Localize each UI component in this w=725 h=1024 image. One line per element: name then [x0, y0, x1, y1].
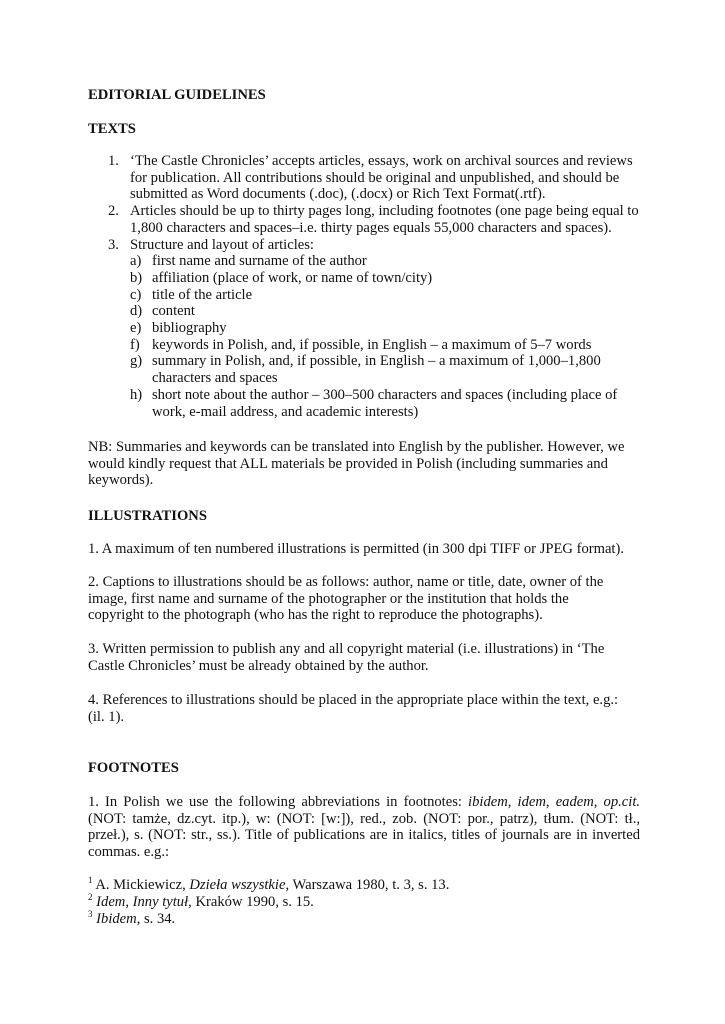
sublist-item	[130, 253, 640, 270]
sublist-letter: c)	[130, 286, 142, 303]
list-item	[108, 236, 640, 421]
list-item-text: Articles should be up to thirty pages long, including footnotes (one page being equal to 1,800 characters and spaces–i.e. thirty pages equals 55,000 characters and spaces).	[130, 203, 639, 236]
abbr-idem: idem	[517, 794, 546, 810]
texts-list	[108, 153, 640, 420]
sublist-item	[130, 270, 640, 287]
footnote-example-2: $^2$ Idem, Inny tytuł, Kraków 1990, s. 15.	[88, 892, 314, 910]
list-item-text: ‘The Castle Chronicles’ accepts articles, essays, work on archival sources and reviews for publication. All contributions should be original and unpublished, and should be submitted as Word documents (.doc), (.docx) or Rich Text Format(.rtf).	[130, 153, 633, 203]
sublist-letter: h)	[130, 386, 143, 403]
list-number: 2.	[108, 203, 119, 220]
sublist-item	[130, 337, 640, 354]
sublist-letter: g)	[130, 353, 143, 370]
footnote-example-3: $^3$ Ibidem, s. 34.	[88, 909, 176, 927]
nb-note: NB: Summaries and keywords can be translated into English by the publisher. However, we would kindly request that ALL materials be provided in Polish (including summaries and keywords).	[88, 439, 625, 489]
footnote-number: 2	[88, 892, 93, 902]
footnote-number: 3	[88, 909, 93, 919]
footnotes-paragraph-1: 1. In Polish we use the following abbreviations in footnotes: ibidem, idem, eadem, op.cit. (NOT: tamże, dz.cyt. itp.), w: (NOT: [w:]), red., zob. (NOT: por., patrz), tłum. (NOT: tł., przeł.), s. (NOT: str., ss.). Title of publications are in italics, titles of journals are in inverted commas. e.g.:	[88, 794, 641, 861]
structure-sublist	[130, 253, 640, 420]
sublist-text: bibliography	[152, 320, 227, 337]
sublist-item	[130, 303, 640, 320]
list-item-text: Structure and layout of articles:	[130, 236, 314, 253]
sublist-text: summary in Polish, and, if possible, in English – a maximum of 1,000–1,800 characters and spaces	[152, 353, 601, 387]
illustrations-heading: ILLUSTRATIONS	[88, 508, 207, 524]
illustrations-paragraph-2: 2. Captions to illustrations should be as follows: author, name or title, date, owner of the image, first name and surname of the photographer or the institution that holds the copyright to the photograph (who has the right to reproduce the photographs).	[88, 574, 604, 624]
sublist-text: title of the article	[152, 286, 253, 303]
sublist-item	[130, 387, 640, 420]
sublist-letter: a)	[130, 253, 142, 270]
sublist-item	[130, 353, 640, 386]
abbr-opcit: op.cit.	[603, 794, 641, 810]
abbr-eadem: eadem	[555, 794, 594, 810]
sublist-text: first name and surname of the author	[152, 253, 367, 270]
document-title: EDITORIAL GUIDELINES	[88, 87, 266, 103]
sublist-text: short note about the author – 300–500 characters and spaces (including place of work, e-mail address, and academic interests)	[152, 386, 618, 420]
sublist-text: content	[152, 303, 195, 320]
illustrations-paragraph-1: 1. A maximum of ten numbered illustrations is permitted (in 300 dpi TIFF or JPEG format).	[88, 541, 624, 557]
sublist-letter: b)	[130, 269, 143, 286]
sublist-item	[130, 287, 640, 304]
sublist-text: affiliation (place of work, or name of town/city)	[152, 269, 433, 286]
sublist-letter: e)	[130, 320, 142, 337]
texts-heading: TEXTS	[88, 121, 136, 137]
footnote-number: 1	[88, 875, 93, 885]
illustrations-paragraph-3: 3. Written permission to publish any and all copyright material (i.e. illustrations) in ‘The Castle Chronicles’ must be already obtained by the author.	[88, 641, 605, 674]
sublist-letter: d)	[130, 303, 143, 320]
illustrations-paragraph-4: 4. References to illustrations should be placed in the appropriate place within the text, e.g.: (il. 1).	[88, 692, 619, 725]
list-item	[108, 153, 640, 203]
sublist-item	[130, 320, 640, 337]
sublist-text: keywords in Polish, and, if possible, in English – a maximum of 5–7 words	[152, 336, 592, 353]
list-item	[108, 203, 640, 236]
abbr-ibidem: ibidem	[468, 794, 508, 810]
list-number: 1.	[108, 153, 119, 169]
footnotes-heading: FOOTNOTES	[88, 760, 179, 776]
sublist-letter: f)	[130, 336, 140, 353]
footnote-example-1: $^1$ A. Mickiewicz, Dzieła wszystkie, Warszawa 1980, t. 3, s. 13.	[88, 875, 450, 893]
list-number: 3.	[108, 236, 119, 253]
